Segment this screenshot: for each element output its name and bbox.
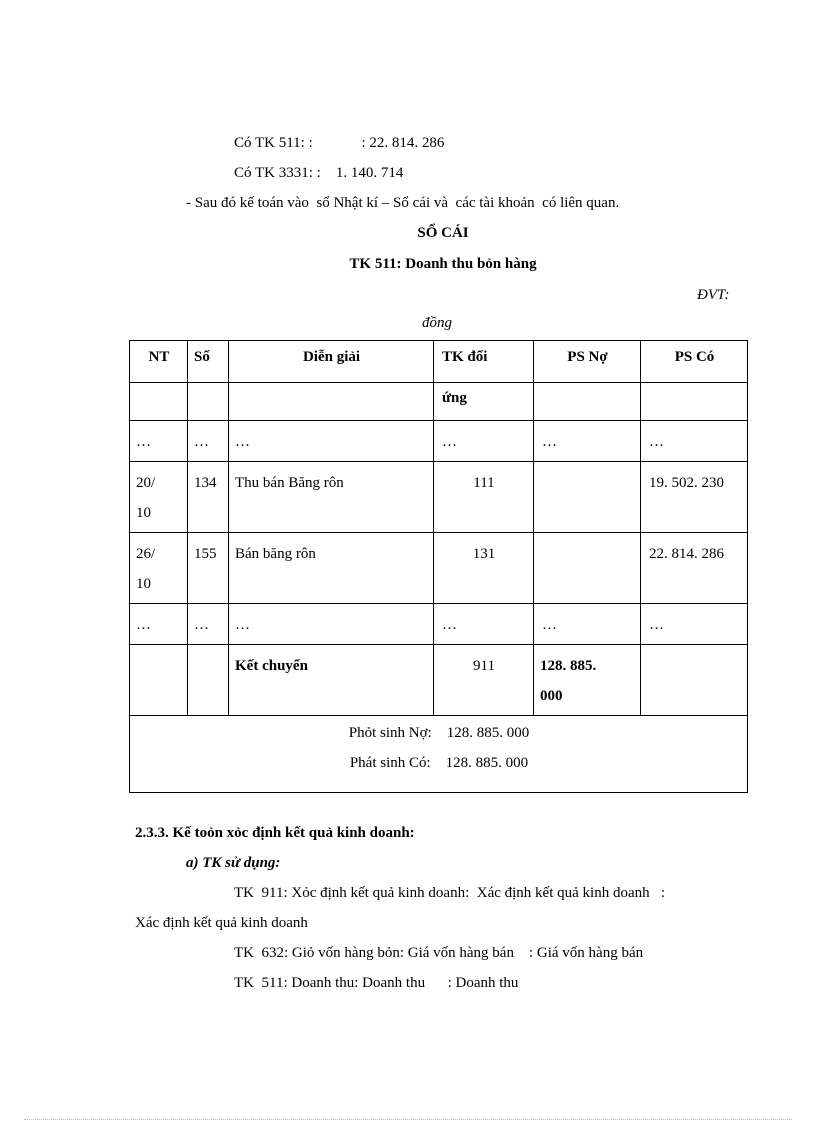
header-ps-no: PS Nợ [534, 341, 641, 383]
section-heading: 2.3.3. Kế toỏn xỏc định kết quả kinh doanh: [135, 825, 415, 841]
summary-no: Phỏt sinh Nợ: 128. 885. 000 [348, 725, 530, 741]
page-bottom-rule [24, 1119, 792, 1120]
cell-nt [130, 645, 188, 716]
section-subheading: a) TK sử dụng: [186, 855, 281, 871]
table-row [130, 604, 748, 645]
intro-line-2: Có TK 3331: : 1. 140. 714 [234, 165, 404, 181]
cell-dien-giai: Bán băng rôn [229, 533, 434, 604]
cell-co: … [641, 421, 748, 462]
cell-dien-giai: Kết chuyển [229, 645, 434, 716]
cell-so: 134 [188, 462, 229, 533]
cell-co [641, 645, 748, 716]
cell-so [188, 645, 229, 716]
table-row [130, 462, 748, 533]
cell-so: 155 [188, 533, 229, 604]
table-header-row [130, 341, 748, 383]
cell-tk: … [434, 421, 534, 462]
ledger-title: SỔ CÁI [417, 225, 469, 241]
unit-value: đồng [422, 315, 452, 331]
cell-so: … [188, 604, 229, 645]
cell-nt: 20/ 10 [130, 462, 188, 533]
header-dien-giai: Diễn giải [229, 341, 434, 383]
header-so: Số [188, 341, 229, 383]
header-ps-co: PS Có [641, 341, 748, 383]
ledger-table [129, 340, 748, 793]
cell-nt: … [130, 604, 188, 645]
cell-tk: 131 [434, 533, 534, 604]
summary-row [130, 716, 748, 793]
cell-dien-giai: Thu bán Băng rôn [229, 462, 434, 533]
header-nt: NT [130, 341, 188, 383]
cell-tk: … [434, 604, 534, 645]
cell-dien-giai: … [229, 604, 434, 645]
unit-label: ĐVT: [697, 287, 730, 303]
header-ung: ứng [434, 383, 534, 421]
cell-so: … [188, 421, 229, 462]
cell-tk: 911 [434, 645, 534, 716]
table-row [130, 645, 748, 716]
cell-nt: … [130, 421, 188, 462]
ledger-subtitle: TK 511: Doanh thu bỏn hàng [349, 256, 537, 272]
cell-no [534, 533, 641, 604]
cell-co: 19. 502. 230 [641, 462, 748, 533]
table-header-cont-row [130, 383, 748, 421]
account-632-line: TK 632: Giỏ vốn hàng bỏn: Giá vốn hàng bán : Giá vốn hàng bán [234, 945, 644, 961]
cell-tk: 111 [434, 462, 534, 533]
table-row [130, 533, 748, 604]
account-911-line: TK 911: Xỏc định kết quả kinh doanh: Xác định kết quả kinh doanh : [234, 885, 666, 901]
cell-no [534, 462, 641, 533]
cell-no: … [534, 421, 641, 462]
account-911-cont: Xác định kết quả kinh doanh [135, 915, 308, 931]
header-tk-doi: TK đối [434, 341, 534, 383]
cell-no: 128. 885. 000 [534, 645, 641, 716]
cell-co: … [641, 604, 748, 645]
cell-co: 22. 814. 286 [641, 533, 748, 604]
account-511-line: TK 511: Doanh thu: Doanh thu : Doanh thu [234, 975, 519, 991]
intro-line-3: - Sau đó kế toán vào sổ Nhật kí – Sổ cái và các tài khoản có liên quan. [186, 195, 620, 211]
table-row [130, 421, 748, 462]
summary-co: Phát sinh Có: 128. 885. 000 [349, 755, 529, 771]
intro-line-1: Có TK 511: : : 22. 814. 286 [234, 135, 445, 151]
cell-dien-giai: … [229, 421, 434, 462]
cell-nt: 26/ 10 [130, 533, 188, 604]
cell-no: … [534, 604, 641, 645]
